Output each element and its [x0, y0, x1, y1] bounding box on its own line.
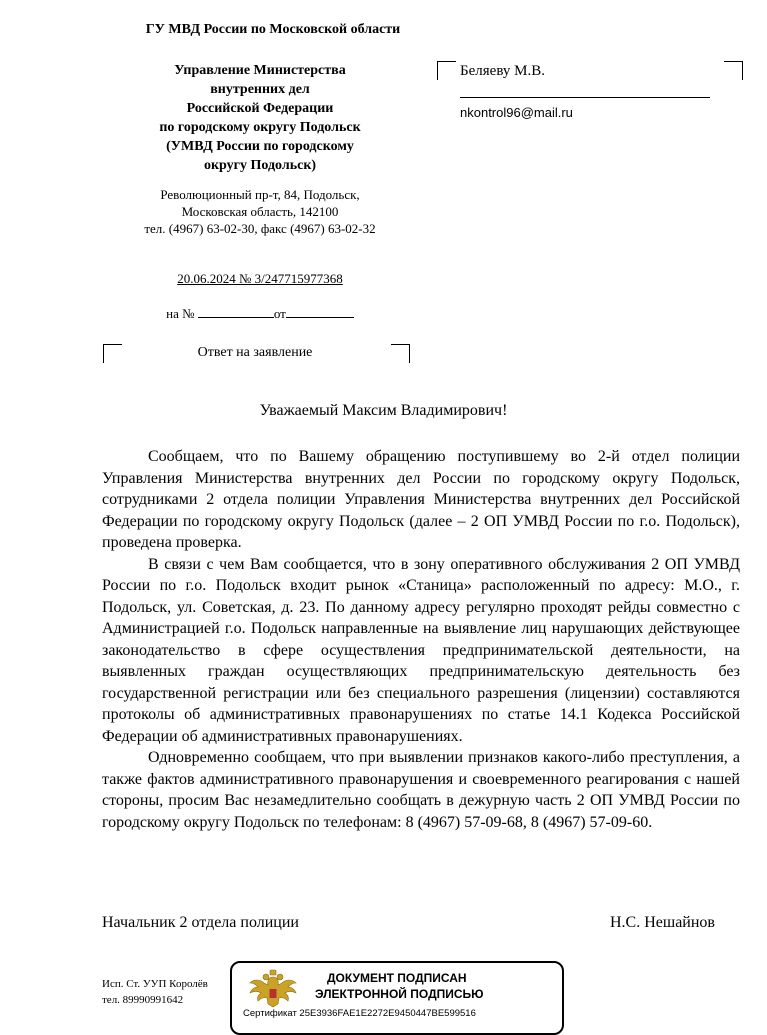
recipient-corner-right — [724, 61, 743, 80]
stamp-title-line1: ДОКУМЕНТ ПОДПИСАН — [327, 971, 467, 985]
subject-corner-right — [391, 344, 410, 363]
registration-number: 20.06.2024 № 3/247715977368 — [177, 271, 343, 286]
letter-body — [102, 446, 740, 833]
department-line: Российской Федерации — [186, 101, 334, 116]
recipient-corner-left — [437, 61, 456, 80]
department-line: (УМВД России по городскому — [166, 139, 354, 154]
ref-number-label: на № — [166, 306, 195, 321]
ref-number-blank — [198, 305, 274, 318]
body-paragraph: В связи с чем Вам сообщается, что в зону оперативного обслуживания 2 ОП УМВД России по г.о. Подольск входит рынок «Станица» расположенный по адресу: М.О., г. Подольск, ул. Советская, д. 23. По данному адресу регулярно проходят рейды совместно с Администрацией г.о. Подольск направленные на выявление лиц нарушающих действующее законодательство в сфере осуществления предпринимательской деятельности, на выявленных граждан осуществляющих предпринимательскую деятельность без государственной регистрации или без специального разрешения (лицензии) составляются протоколы об административных правонарушениях по статье 14.1 Кодекса Российской Федерации об административных правонарушениях. — [102, 555, 740, 745]
stamp-certificate: Сертификат 25E3936FAE1E2272E9450447BE599516 — [243, 1008, 476, 1019]
address-block — [118, 186, 402, 237]
ref-date-blank — [286, 305, 354, 318]
signatory-role: Начальник 2 отдела полиции — [102, 914, 299, 931]
stamp-title-line2: ЭЛЕКТРОННОЙ ПОДПИСЬЮ — [315, 987, 484, 1001]
reference-line — [118, 305, 402, 322]
double-headed-eagle-icon — [246, 969, 300, 1009]
address-line: Революционный пр-т, 84, Подольск, — [160, 187, 360, 202]
ref-from-label: от — [273, 306, 286, 321]
address-line: тел. (4967) 63-02-30, факс (4967) 63-02-32 — [144, 221, 376, 236]
department-block — [120, 61, 400, 175]
greeting: Уважаемый Максим Владимирович! — [259, 402, 508, 419]
department-line: внутренних дел — [210, 82, 310, 97]
department-line: округу Подольск) — [203, 158, 317, 173]
recipient-underline — [460, 97, 710, 98]
body-paragraph: Сообщаем, что по Вашему обращению поступившему во 2-й отдел полиции Управления Министерства внутренних дел России по городскому округу Подольск, сотрудниками 2 отдела полиции Управления Министерства внутренних дел Российской Федерации по городскому округу Подольск (далее – 2 ОП УМВД России по г.о. Подольск), проведена проверка. — [102, 448, 740, 551]
body-paragraph: Одновременно сообщаем, что при выявлении признаков какого-либо преступления, а также фактов административного правонарушения и своевременного реагирования с нашей стороны, просим Вас незамедлительно сообщать в дежурную часть 2 ОП УМВД России по городскому округу Подольск по телефонам: 8 (4967) 57-09-68, 8 (4967) 57-09-60. — [102, 749, 740, 831]
recipient-name: Беляеву М.В. — [460, 63, 545, 79]
executor-block — [102, 976, 232, 1008]
recipient-email: nkontrol96@mail.ru — [460, 105, 573, 120]
department-line: по городскому округу Подольск — [159, 120, 361, 135]
executor-name: Исп. Ст. УУП Королёв — [102, 978, 208, 990]
subject-line: Ответ на заявление — [197, 345, 313, 360]
address-line: Московская область, 142100 — [181, 204, 339, 219]
issuing-authority: ГУ МВД России по Московской области — [145, 22, 401, 37]
department-line: Управление Министерства — [174, 63, 346, 78]
signatory-name: Н.С. Нешайнов — [610, 914, 715, 931]
executor-phone: тел. 89990991642 — [102, 994, 184, 1006]
